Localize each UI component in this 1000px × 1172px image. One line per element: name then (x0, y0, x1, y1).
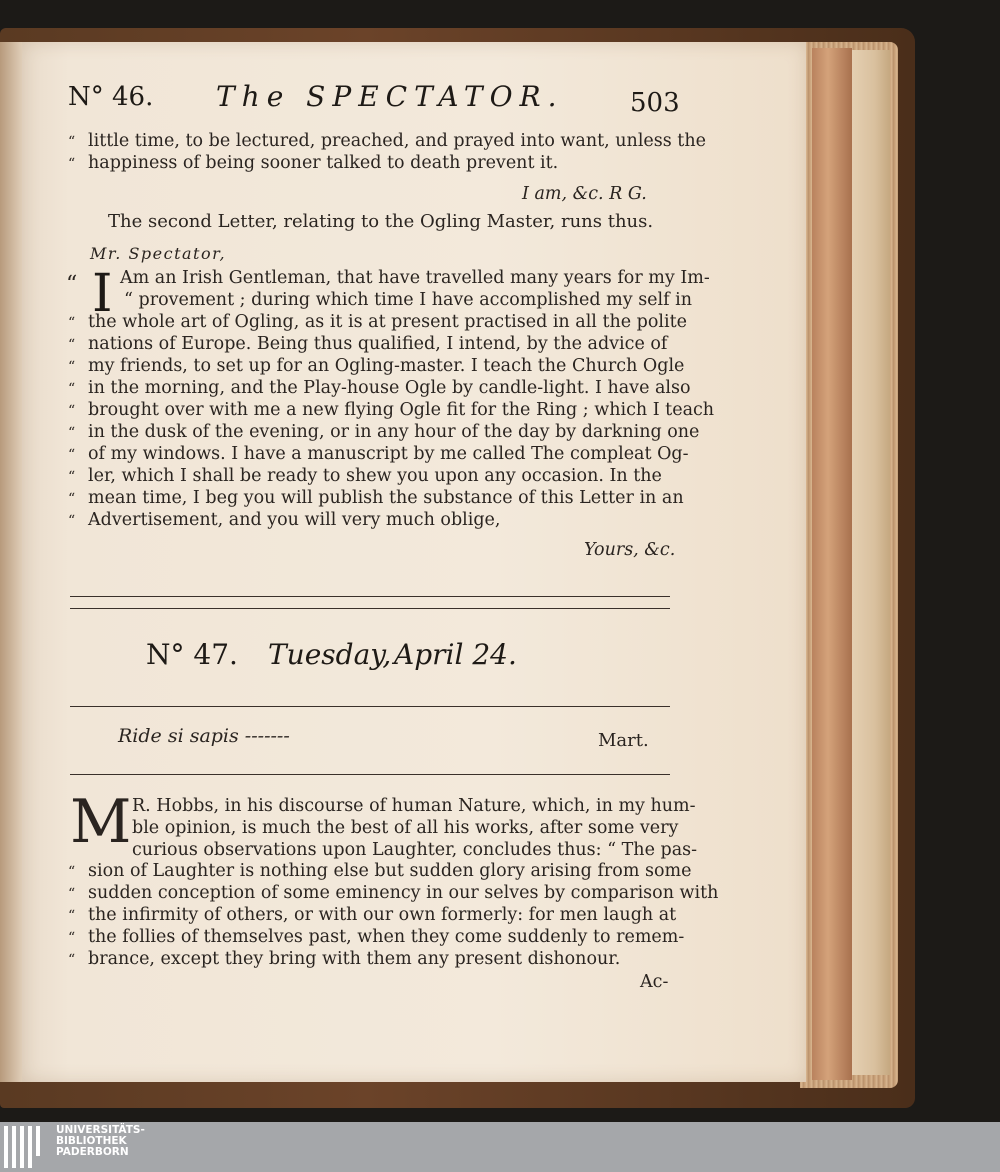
book-gutter (0, 42, 24, 1082)
quote-mark: “ (68, 447, 76, 463)
text-line: the whole art of Ogling, as it is at present practised in all the polite (88, 312, 687, 332)
text-line: of my windows. I have a manuscript by me called The compleat Og- (88, 444, 689, 464)
quote-mark: “ (68, 425, 76, 441)
quote-mark: “ (66, 272, 78, 297)
motto-text: Ride si sapis ------- (118, 725, 290, 747)
quote-mark: “ (68, 156, 76, 172)
quote-mark: “ (68, 381, 76, 397)
quote-mark: “ (68, 337, 76, 353)
quote-mark: “ (68, 469, 76, 485)
text-line: the follies of themselves past, when they come suddenly to remem- (88, 927, 685, 947)
library-footer (0, 1122, 1000, 1172)
text-line: ler, which I shall be ready to shew you upon any occasion. In the (88, 466, 662, 486)
header-title: The SPECTATOR. (216, 80, 564, 113)
text-line: nations of Europe. Being thus qualified, I intend, by the advice of (88, 334, 668, 354)
library-name-line: PADERBORN (56, 1146, 129, 1158)
text-line: my friends, to set up for an Ogling-master. I teach the Church Ogle (88, 356, 685, 376)
page-edge-shadow (812, 48, 852, 1080)
text-line: R. Hobbs, in his discourse of human Nature, which, in my hum- (132, 796, 696, 816)
text-line: Am an Irish Gentleman, that have travelled many years for my Im- (120, 268, 710, 288)
divider-rule (70, 596, 670, 597)
issue-date: April 24. (394, 638, 517, 671)
text-line: ble opinion, is much the best of all his works, after some very (132, 818, 679, 838)
quote-mark: “ (68, 864, 76, 880)
salutation: Mr. Spectator, (90, 244, 227, 263)
text-line: sion of Laughter is nothing else but sudden glory arising from some (88, 861, 692, 881)
letter-signoff: Yours, &c. (584, 540, 676, 560)
quote-mark: “ (68, 359, 76, 375)
divider-rule (70, 608, 670, 609)
text-line: curious observations upon Laughter, concludes thus: “ The pas- (132, 840, 698, 860)
drop-cap: M (70, 787, 132, 857)
quote-mark: “ (68, 403, 76, 419)
text-line: brance, except they bring with them any present dishonour. (88, 949, 621, 969)
catchword: Ac- (640, 972, 669, 992)
page-number: 503 (630, 88, 680, 118)
text-line: sudden conception of some eminency in our selves by comparison with (88, 883, 719, 903)
divider-rule (70, 774, 670, 775)
text-line: mean time, I beg you will publish the substance of this Letter in an (88, 488, 684, 508)
library-name (56, 1125, 145, 1158)
quote-mark: “ (68, 315, 76, 331)
divider-rule (70, 706, 670, 707)
quote-mark: “ (68, 134, 76, 150)
quote-mark: “ (68, 930, 76, 946)
header-number: N° 46. (68, 82, 154, 112)
text-line: happiness of being sooner talked to death prevent it. (88, 153, 559, 173)
page-edge-light (852, 50, 890, 1075)
quote-mark: “ (68, 513, 76, 529)
issue-number: N° 47. (146, 638, 238, 671)
quote-mark: “ (68, 886, 76, 902)
letter-intro: The second Letter, relating to the Ogling Master, runs thus. (108, 211, 654, 232)
text-line: in the dusk of the evening, or in any hour of the day by darkning one (88, 422, 700, 442)
text-line: “ provement ; during which time I have accomplished my self in (124, 290, 693, 310)
letter-signoff: I am, &c. R G. (522, 184, 647, 204)
quote-mark: “ (68, 491, 76, 507)
library-logo-icon (4, 1126, 48, 1168)
issue-day: Tuesday, (268, 638, 392, 671)
text-line: the infirmity of others, or with our own formerly: for men laugh at (88, 905, 677, 925)
text-line: in the morning, and the Play-house Ogle by candle-light. I have also (88, 378, 691, 398)
quote-mark: “ (68, 908, 76, 924)
motto-author: Mart. (598, 730, 649, 751)
library-name-line: BIBLIOTHEK (56, 1135, 127, 1147)
drop-cap: I (92, 264, 113, 324)
quote-mark: “ (68, 952, 76, 968)
text-line: Advertisement, and you will very much oblige, (88, 510, 501, 530)
text-line: little time, to be lectured, preached, and prayed into want, unless the (88, 131, 706, 151)
library-name-line: UNIVERSITÄTS- (56, 1124, 145, 1136)
text-line: brought over with me a new flying Ogle fit for the Ring ; which I teach (88, 400, 715, 420)
